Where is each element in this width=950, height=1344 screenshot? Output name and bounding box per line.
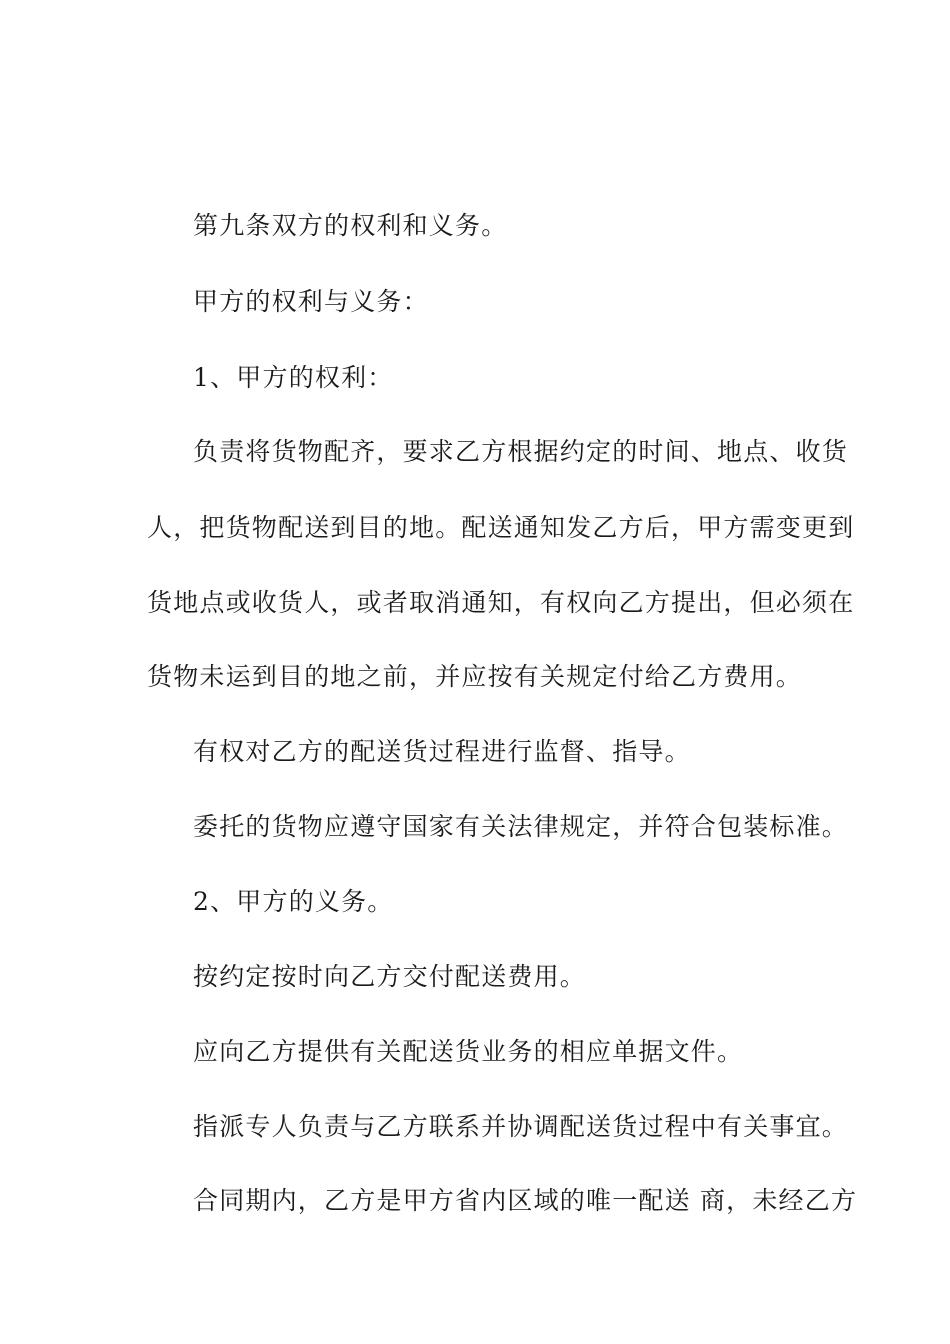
paragraph-line: 货地点或收货人，或者取消通知，有权向乙方提出，但必须在 <box>147 588 855 617</box>
paragraph-line: 指派专人负责与乙方联系并协调配送货过程中有关事宜。 <box>193 1112 849 1141</box>
paragraph-line: 有权对乙方的配送货过程进行监督、指导。 <box>193 737 691 766</box>
subsection-heading: 2、甲方的义务。 <box>193 887 394 916</box>
paragraph-line: 应向乙方提供有关配送货业务的相应单据文件。 <box>193 1037 744 1066</box>
paragraph-line: 货物未运到目的地之前，并应按有关规定付给乙方费用。 <box>147 662 803 691</box>
section-heading: 甲方的权利与义务： <box>193 287 429 316</box>
article-heading: 第九条双方的权利和义务。 <box>193 211 508 240</box>
subsection-heading: 1、甲方的权利： <box>193 363 394 392</box>
paragraph-line: 委托的货物应遵守国家有关法律规定，并符合包装标准。 <box>193 812 849 841</box>
paragraph-line: 人，把货物配送到目的地。配送通知发乙方后，甲方需变更到 <box>147 513 855 542</box>
paragraph-line: 按约定按时向乙方交付配送费用。 <box>193 962 587 991</box>
paragraph-line: 负责将货物配齐，要求乙方根据约定的时间、地点、收货 <box>193 437 849 466</box>
paragraph-line: 合同期内，乙方是甲方省内区域的唯一配送 商，未经乙方 <box>193 1186 858 1215</box>
